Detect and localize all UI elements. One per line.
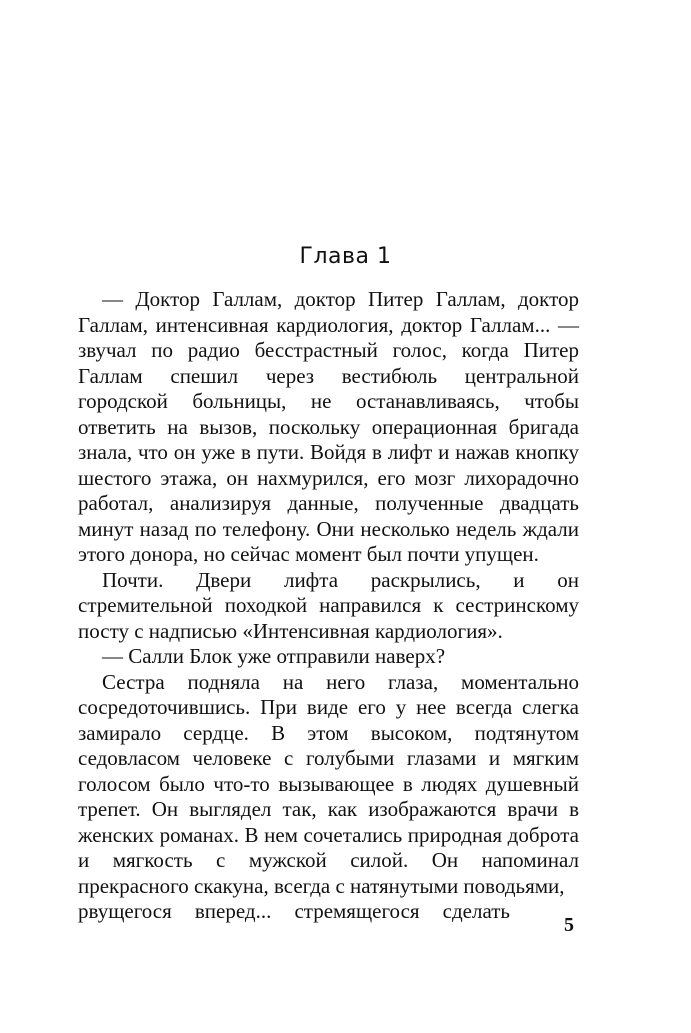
paragraph-3: — Салли Блок уже отправили наверх? <box>102 644 446 668</box>
chapter-title: Глава 1 <box>299 244 392 269</box>
paragraph-4: Сестра подняла на него глаза, моментально сосредоточившись. При виде его у нее всегда слегка замирало сердце. В этом высоком, подтянутом седовласом человеке с голубыми глазами и мягким голосом было что-то вызывающее в людях душевный трепет. Он выглядел так, как изображаются врачи в женских романах. В нем сочетались природная доброта и мягкость с мужской силой. Он напоминал прекрасного скакуна, всегда с натянутыми поводьями, <box>78 669 579 898</box>
chapter-body <box>78 287 579 925</box>
paragraph-1: — Доктор Галлам, доктор Питер Галлам, доктор Галлам, интенсивная кардиология, доктор Галлам... — звучал по радио бесстрастный голос, когда Питер Галлам спешил через вестибюль центральной городской больницы, не останавливаясь, чтобы ответить на вызов, поскольку операционная бригада знала, что он уже в пути. Войдя в лифт и нажав кнопку шестого этажа, он нахмурился, его мозг лихорадочно работал, анализируя данные, полученные двадцать минут назад по телефону. Они несколько недель ждали этого донора, но сейчас момент был почти упущен. <box>78 287 579 566</box>
paragraph-2: Почти. Двери лифта раскрылись, и он стремительной походкой направился к сестринскому посту с надписью «Интенсивная кардиология». <box>78 567 579 643</box>
paragraph-4-last-line: рвущегося вперед... стремящегося сделать <box>78 899 510 923</box>
page-number: 5 <box>564 914 574 936</box>
